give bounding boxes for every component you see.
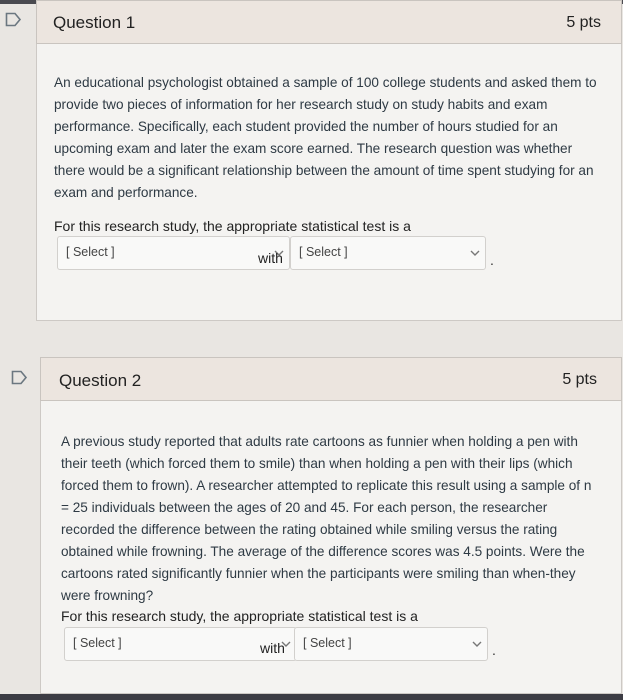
flag-icon[interactable] [5,12,22,27]
select-value: [ Select ] [73,636,122,650]
chevron-down-icon [472,640,482,648]
test-direction-select[interactable] [294,627,488,661]
question-2 [40,357,622,694]
question-points: 5 pts [566,14,601,31]
sentence-period: . [492,642,496,658]
question-text: An educational psychologist obtained a sample of 100 college students and asked them to provide two pieces of information for her research study on study habits and exam performance. Specifically, each student provided the number of hours studied for an upcoming exam and later the exam score earned. The research question was whether there would be a significant relationship between the amount of time spent studying for an exam and performance. [54,75,597,200]
with-label: with [260,640,285,656]
question-header [36,0,622,44]
question-points: 5 pts [562,371,597,388]
question-body [40,401,622,694]
select-value: [ Select ] [303,636,352,650]
chevron-down-icon [470,249,480,257]
test-type-select[interactable] [57,236,290,270]
question-text: A previous study reported that adults rate cartoons as funnier when holding a pen with their teeth (which forced them to smile) than when holding a pen with their lips (which forced them to frown). A researcher attempted to replicate this result using a sample of n = 25 individuals between the ages of 20 and 45. For each person, the researcher recorded the difference between the rating obtained while smiling versus the rating obtained while frowning. The average of the difference scores was 4.5 points. Were the cartoons rated significantly funnier when the participants were smiling than when-they were frowning? [61,434,592,603]
select-value: [ Select ] [66,245,115,259]
question-prompt: For this research study, the appropriate statistical test is a [61,608,418,624]
question-1 [36,0,622,321]
sentence-period: . [490,252,494,268]
with-label: with [258,250,283,266]
flag-icon[interactable] [11,370,28,385]
bottom-edge-bar [0,694,623,700]
question-title: Question 1 [53,13,136,32]
question-title: Question 2 [59,371,142,390]
question-header [40,357,622,401]
question-prompt: For this research study, the appropriate statistical test is a [54,218,411,234]
select-value: [ Select ] [299,245,348,259]
test-direction-select[interactable] [290,236,486,270]
question-body [36,44,622,321]
